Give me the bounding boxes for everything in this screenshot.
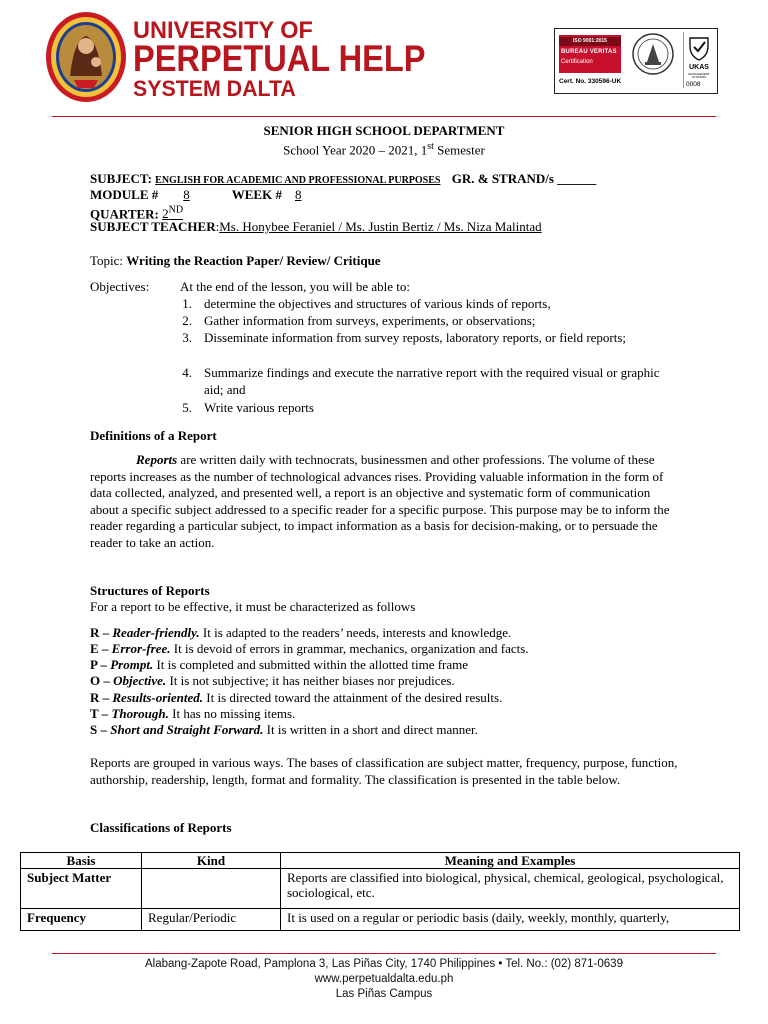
module-line: [90, 187, 311, 203]
table-header-row: [21, 853, 740, 869]
iso-label: ISO 9001:2015: [559, 37, 621, 46]
crown-check-icon: [684, 32, 714, 62]
university-name-line1: UNIVERSITY OF: [133, 17, 313, 44]
table-row: [21, 909, 740, 931]
footer-website-link[interactable]: www.perpetualdalta.edu.ph: [314, 973, 454, 985]
university-name-line2: PERPETUAL HELP: [133, 38, 426, 79]
subject-value: ENGLISH FOR ACADEMIC AND PROFESSIONAL PURPOSES: [155, 175, 441, 186]
structure-item-objective: O – Objective. It is not subjective; it has neither biases nor prejudices.: [90, 673, 455, 688]
header-divider: [52, 116, 716, 117]
module-label: MODULE #: [90, 187, 159, 202]
quarter-label: QUARTER:: [90, 206, 159, 222]
structure-item-reader-friendly: R – Reader-friendly. It is adapted to the readers’ needs, interests and knowledge.: [90, 625, 512, 640]
topic-value: Writing the Reaction Paper/ Review/ Critique: [126, 253, 381, 268]
table-header-meaning: Meaning and Examples: [281, 853, 740, 869]
school-year: School Year 2020 – 2021, 1st Semester: [283, 141, 485, 158]
table-header-basis: Basis: [21, 853, 142, 869]
module-value: 8: [183, 187, 190, 202]
table-cell-kind: [142, 869, 281, 909]
structure-item-prompt: P – Prompt. It is completed and submitted within the allotted time frame: [90, 657, 469, 672]
structures-intro: For a report to be effective, it must be characterized as follows: [90, 599, 416, 614]
footer-address: Alabang-Zapote Road, Pamplona 3, Las Piñas City, 1740 Philippines • Tel. No.: (02) 871-0639: [145, 958, 623, 970]
bureau-veritas-logo: [559, 35, 621, 73]
university-seal-logo: [44, 10, 128, 104]
ukas-sub-label: MANAGEMENT SYSTEMS: [688, 72, 710, 79]
footer-campus: Las Piñas Campus: [335, 988, 433, 1000]
teacher-value: Ms. Honybee Feraniel / Ms. Justin Bertiz / Ms. Niza Malintad: [219, 219, 542, 234]
teacher-label: SUBJECT TEACHER: [90, 219, 216, 234]
grouping-paragraph: Reports are grouped in various ways. The bases of classification are subject matter, frequency, purpose, function, authorship, readership, length, format and formality. The classification is presented in the table below.: [90, 755, 678, 787]
structure-item-short-straight: S – Short and Straight Forward. It is written in a short and direct manner.: [90, 722, 478, 737]
week-value: 8: [294, 187, 302, 202]
week-label: WEEK #: [231, 187, 282, 202]
ukas-logo: [683, 32, 714, 88]
table-cell-meaning: Reports are classified into biological, physical, chemical, geological, psychological, sociological, etc.: [281, 869, 740, 909]
definitions-heading: Definitions of a Report: [90, 428, 217, 443]
university-name-line3: SYSTEM DALTA: [133, 76, 296, 101]
structure-item-error-free: E – Error-free. It is devoid of errors in grammar, mechanics, organization and facts.: [90, 641, 529, 656]
structure-item-thorough: T – Thorough. It has no missing items.: [90, 706, 296, 721]
certification-badge: [554, 28, 718, 94]
ukas-code: 0008: [686, 81, 701, 88]
table-cell-kind: Regular/Periodic: [142, 909, 281, 931]
topic-label: Topic:: [90, 253, 124, 268]
subject-label: SUBJECT: [90, 171, 148, 186]
structures-heading: Structures of Reports: [90, 583, 210, 598]
table-cell-meaning: It is used on a regular or periodic basis (daily, weekly, monthly, quarterly,: [281, 909, 740, 931]
classifications-table: [20, 852, 740, 931]
certification-label: Certification: [561, 59, 593, 65]
ukas-label: UKAS: [689, 64, 709, 71]
footer-divider: [52, 953, 716, 954]
subject-line: SUBJECT: ENGLISH FOR ACADEMIC AND PROFESSIONAL PURPOSES GR. & STRAND/s ______: [90, 171, 597, 186]
definitions-paragraph: Reports are written daily with technocrats, businessmen and other professions. The volume of these reports increases as the number of technological advances rises. Providing valuable information in the form of data collected, analyzed, and presented well, a report is an objective and systematic form of communication about a specific subject addressed to a specific reader for a specific purpose. This purpose may be to inform the reader regarding a particular subject, to impact information as a basis for decision-making, or to persuade the reader to take an action.: [90, 452, 670, 550]
structure-item-results-oriented: R – Results-oriented. It is directed toward the attainment of the desired results.: [90, 690, 503, 705]
table-header-kind: Kind: [142, 853, 281, 869]
topic-line: [90, 253, 381, 269]
table-cell-basis: Subject Matter: [21, 869, 142, 909]
objectives-label: Objectives:: [90, 279, 150, 294]
certificate-number: Cert. No. 330596-UK: [559, 78, 622, 85]
bureau-veritas-seal-icon: [625, 32, 681, 76]
teacher-line: SUBJECT TEACHER:Ms. Honybee Feraniel / Ms. Justin Bertiz / Ms. Niza Malintad: [90, 219, 542, 234]
table-row: [21, 869, 740, 909]
bureau-name: BUREAU VERITAS: [561, 49, 617, 55]
classifications-heading: Classifications of Reports: [90, 820, 232, 835]
department-title: SENIOR HIGH SCHOOL DEPARTMENT: [263, 123, 505, 138]
quarter-value: 2ND: [162, 205, 184, 222]
table-cell-basis: Frequency: [21, 909, 142, 931]
objectives-intro: At the end of the lesson, you will be able to:: [180, 279, 410, 294]
strand-label: GR. & STRAND/s ______: [451, 171, 597, 186]
